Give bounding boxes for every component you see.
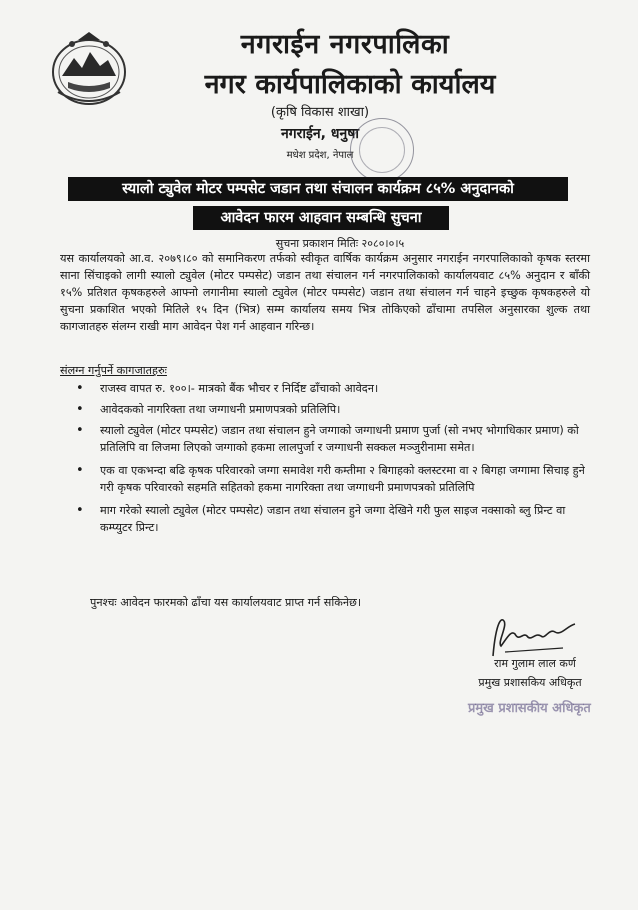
notice-body: यस कार्यालयको आ.व. २०७९।८० को समानिकरण तर्फको स्वीकृत वार्षिक कार्यक्रम अनुसार नगराईन नगरपालिकाको कृषक स्तरमा साना सिंचाइको लागी स्यालो ट्युवेल (मोटर पम्पसेट) जडान तथा संचालन गर्न नगरपालिकाको कार्यालयवाट ८५% अनुदान र बाँकी १५% प्रतिशत कृषकहरुले आफ्नो लगानीमा स्यालो ट्युवेल (मोटर पम्पसेट) जडान तथा संचालन गर्न चाहने इच्छुक कृषकहरुले यो सुचना प्रकाशित भएको मितिले १५ दिन (भित्र) सम्म कार्यालय समय भित्र तोकिएको ढाँचामा तपसिल अनुसारका शुल्क तथा कागजातहरु संलग्न राखी माग आवेदन पेश गर्न आहवान गरिन्छ। xyxy=(60,252,590,333)
list-item: • आवेदकको नागरिक्ता तथा जग्गाधनी प्रमाणपत्रको प्रतिलिपि। xyxy=(88,401,593,418)
header-location: नगराईन, धनुषा xyxy=(281,126,359,142)
list-item: • एक वा एकभन्दा बढि कृषक परिवारको जग्गा समावेश गरी कम्तीमा २ बिगाहको क्लस्टरमा वा २ बिगहा जग्गामा सिचाइ हुने गरी कृषक परिवारको सहमति सहितको हकमा नागरिक्ता तथा जग्गाधनी प्रमाणपत्रको प्रतिलिपि xyxy=(88,462,593,496)
footnote: पुनश्चः आवेदन फारमको ढाँचा यस कार्यालयवाट प्राप्त गर्न सकिनेछ। xyxy=(90,596,362,609)
notice-title-line2: आवेदन फारम आहवान सम्बन्धि सुचना xyxy=(193,206,449,230)
documents-heading: संलग्न गर्नुपर्ने कागजातहरुः xyxy=(60,364,167,377)
notice-title-line1: स्यालो ट्युवेल मोटर पम्पसेट जडान तथा संचालन कार्यक्रम ८५% अनुदानको xyxy=(68,177,568,201)
list-item: • राजस्व वापत रु. १००।- मात्रको बैंक भौचर र निर्दिष्ट ढाँचाको आवेदन। xyxy=(88,380,593,397)
publish-date: सुचना प्रकाशन मितिः २०८०।०।५ xyxy=(275,237,405,250)
signatory-title: प्रमुख प्रशासकिय अधिकृत xyxy=(478,676,582,689)
municipality-emblem-icon xyxy=(48,30,130,110)
office-seal-stamp xyxy=(350,118,414,182)
designation-stamp: प्रमुख प्रशासकीय अधिकृत xyxy=(468,701,591,716)
signatory-name: राम गुलाम लाल कर्ण xyxy=(494,657,576,670)
header-section-name: (कृषि विकास शाखा) xyxy=(270,105,370,120)
list-item: • स्यालो ट्युवेल (मोटर पम्पसेट) जडान तथा संचालन हुने जग्गाको जग्गाधनी प्रमाण पुर्जा (सो नभए भोगाधिकार प्रमाण) को प्रतिलिपि वा लिजमा लिएको जग्गाको हकमा लालपुर्जा र जग्गाधनी सक्कल मञ्जुरीनामा समेत। xyxy=(88,422,593,456)
header-province: मधेश प्रदेश, नेपाल xyxy=(286,150,354,161)
signature-icon xyxy=(485,612,580,662)
documents-list xyxy=(88,380,593,540)
list-item: • माग गरेको स्यालो ट्युवेल (मोटर पम्पसेट) जडान तथा संचालन हुने जग्गा देखिने गरी फुल साइज नक्साको ब्लु प्रिन्ट वा कम्प्युटर प्रिन्ट। xyxy=(88,502,593,536)
header-office-name: नगर कार्यपालिकाको कार्यालय xyxy=(204,69,496,100)
header-municipality-name: नगराईन नगरपालिका xyxy=(240,29,450,60)
